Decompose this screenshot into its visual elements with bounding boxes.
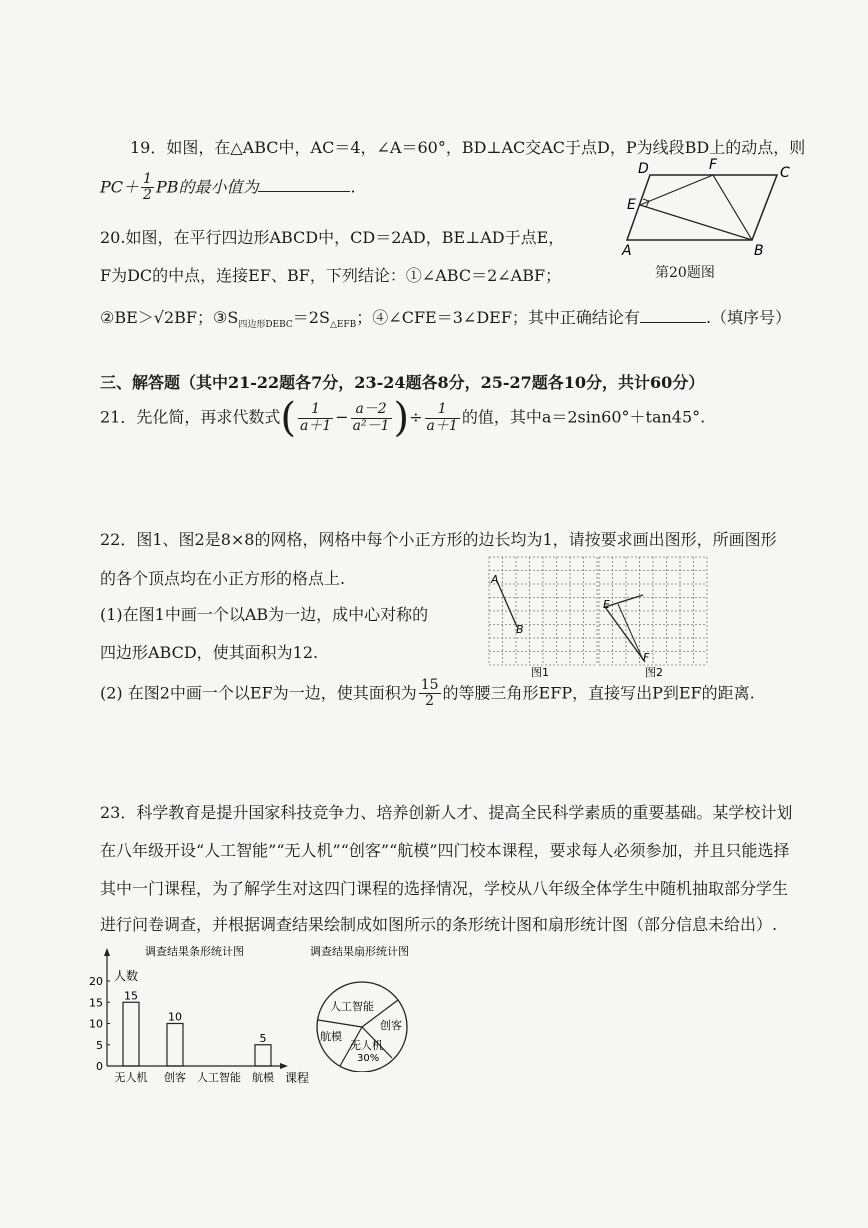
q20-sub1: 四边形DEBC [238,320,293,331]
q21-f3-num: 1 [425,402,460,418]
q19-post: PB的最小值为 [155,177,259,197]
q19-fraction [141,172,154,204]
bar [255,1045,271,1066]
q20-line2: F为DC的中点，连接EF、BF，下列结论：①∠ABC＝2∠ABF； [100,266,562,285]
q21-frac2 [351,402,392,434]
q22-grid-figures [485,555,715,680]
q20-line1: 20.如图，在平行四边形ABCD中，CD＝2AD，BE⊥AD于点E， [100,228,565,247]
q22-line2: 的各个顶点均在小正方形的格点上. [100,569,346,588]
q22-grid2-caption: 图2 [645,666,663,679]
q20-label-f: F [709,157,718,173]
q19-frac-num: 1 [143,171,152,187]
q20-c2: ②BE＞√2BF；③S [100,308,239,327]
q22-grid1-caption: 图1 [531,666,549,679]
q21-paren-right: ) [393,395,410,441]
q22-line5 [100,678,755,710]
q20-answer-blank [640,308,706,323]
q22-label-a: A [491,573,499,586]
q22-frac-num: 15 [420,677,439,693]
q21-f2-den: a²－1 [352,417,390,434]
q21-line [100,395,706,441]
q21-frac1 [298,402,333,434]
pie-chart [300,940,440,1072]
q20-end: .（填序号） [705,308,792,327]
q20-sub2: △EFB [329,320,357,331]
q21-frac3 [425,402,460,434]
bar-y-tick-label: 5 [96,1038,103,1052]
bar-data-label: 10 [168,1010,182,1024]
pie-label-maker: 创客 [380,1019,402,1032]
pie-label-drone: 无人机 [350,1039,383,1052]
bar-chart-title: 调查结果条形统计图 [145,945,244,958]
q19-answer-blank [258,177,350,192]
bar-data-label: 5 [259,1031,267,1045]
q20-label-b: B [754,243,764,259]
pie-divider-1 [318,1020,362,1027]
q22-line4: 四边形ABCD，使其面积为12. [100,643,319,662]
q21-pre: 21．先化简，再求代数式 [100,407,281,427]
q22-line5-post: 的等腰三角形EFP，直接写出P到EF的距离. [442,683,755,703]
pie-label-drone-percent: 30% [357,1053,380,1064]
bar [123,1002,139,1066]
q22-line5-pre: (2) 在图2中画一个以EF为一边，使其面积为 [100,683,417,703]
q23-line1: 23．科学教育是提升国家科技竞争力、培养创新人才、提高全民科学素质的重要基础。某学校计划 [100,803,793,822]
q21-post: 的值，其中a＝2sin60°＋tan45°. [461,407,706,427]
q22-line3: (1)在图1中画一个以AB为一边，成中心对称的 [100,605,429,624]
q22-fraction [419,678,441,710]
q19-pre: PC＋ [100,177,140,197]
bar-x-arrow [280,1063,288,1069]
q22-label-f: F [643,651,650,664]
q19-end: . [350,177,356,197]
q21-f1-num: 1 [298,402,333,418]
bar-y-tick-label: 15 [89,996,103,1010]
q21-div: ÷ [409,407,423,427]
q22-label-e: E [603,598,610,611]
pie-label-model: 航模 [320,1030,342,1043]
q20-label-a: A [622,243,632,259]
bar-category-label: 创客 [164,1071,186,1084]
q22-label-b: B [516,623,524,636]
q20-label-d: D [638,161,649,177]
section3-heading: 三、解答题（其中21-22题各7分，23-24题各8分，25-27题各10分，共计60分） [100,373,705,392]
q21-minus: − [335,407,349,427]
bar-chart [85,940,325,1090]
bar-y-tick-label: 10 [89,1017,103,1031]
grid-2 [599,557,707,665]
pie-chart-title: 调查结果扇形统计图 [310,945,409,958]
q20-label-e: E [627,197,636,213]
q20-parallelogram-figure [612,155,802,260]
q21-f2-num: a－2 [351,402,392,418]
q21-f1-den: a＋1 [299,417,332,434]
q20-label-c: C [780,165,790,181]
pie-label-ai: 人工智能 [330,1000,374,1013]
q19-frac-den: 2 [143,187,152,204]
bar-y-tick-label: 20 [89,975,103,988]
bar-category-label: 无人机 [114,1071,148,1084]
q19-line1: 19．如图，在△ABC中，AC＝4，∠A＝60°，BD⊥AC交AC于点D，P为线段BD上的动点，则 [130,138,806,157]
bar-category-label: 人工智能 [197,1071,241,1084]
q20-c2-post: ；④∠CFE＝3∠DEF；其中正确结论有 [356,308,640,327]
q22-line1: 22．图1、图2是8×8的网格，网格中每个小正方形的边长均为1，请按要求画出图形，所画图形 [100,530,777,549]
bar [167,1024,183,1067]
q20-figure-caption: 第20题图 [655,265,715,281]
q23-line2: 在八年级开设“人工智能”“无人机”“创客”“航模”四门校本课程，要求每人必须参加，并且只能选择 [100,841,790,860]
q21-f3-den: a＋1 [426,417,458,434]
bar-y-tick-label: 0 [96,1060,103,1073]
bar-category-label: 航模 [252,1071,274,1084]
bar-y-arrow [104,948,110,956]
q22-frac-den: 2 [425,693,435,710]
bar-chart-ylabel: 人数 [114,969,139,983]
q20-conclusions [100,305,791,330]
grid-1 [489,557,597,665]
q21-paren-left: ( [280,395,296,441]
q23-line3: 其中一门课程，为了解学生对这四门课程的选择情况，学校从八年级全体学生中随机抽取部分学生 [100,879,789,898]
bar-chart-xlabel: 课程 [285,1071,310,1085]
bar-data-label: 15 [124,989,138,1003]
q23-line4: 进行问卷调查，并根据调查结果绘制成如图所示的条形统计图和扇形统计图（部分信息未给出）. [100,915,778,934]
q20-c2-mid: ＝2S [292,308,330,327]
q19-line2 [100,172,356,204]
